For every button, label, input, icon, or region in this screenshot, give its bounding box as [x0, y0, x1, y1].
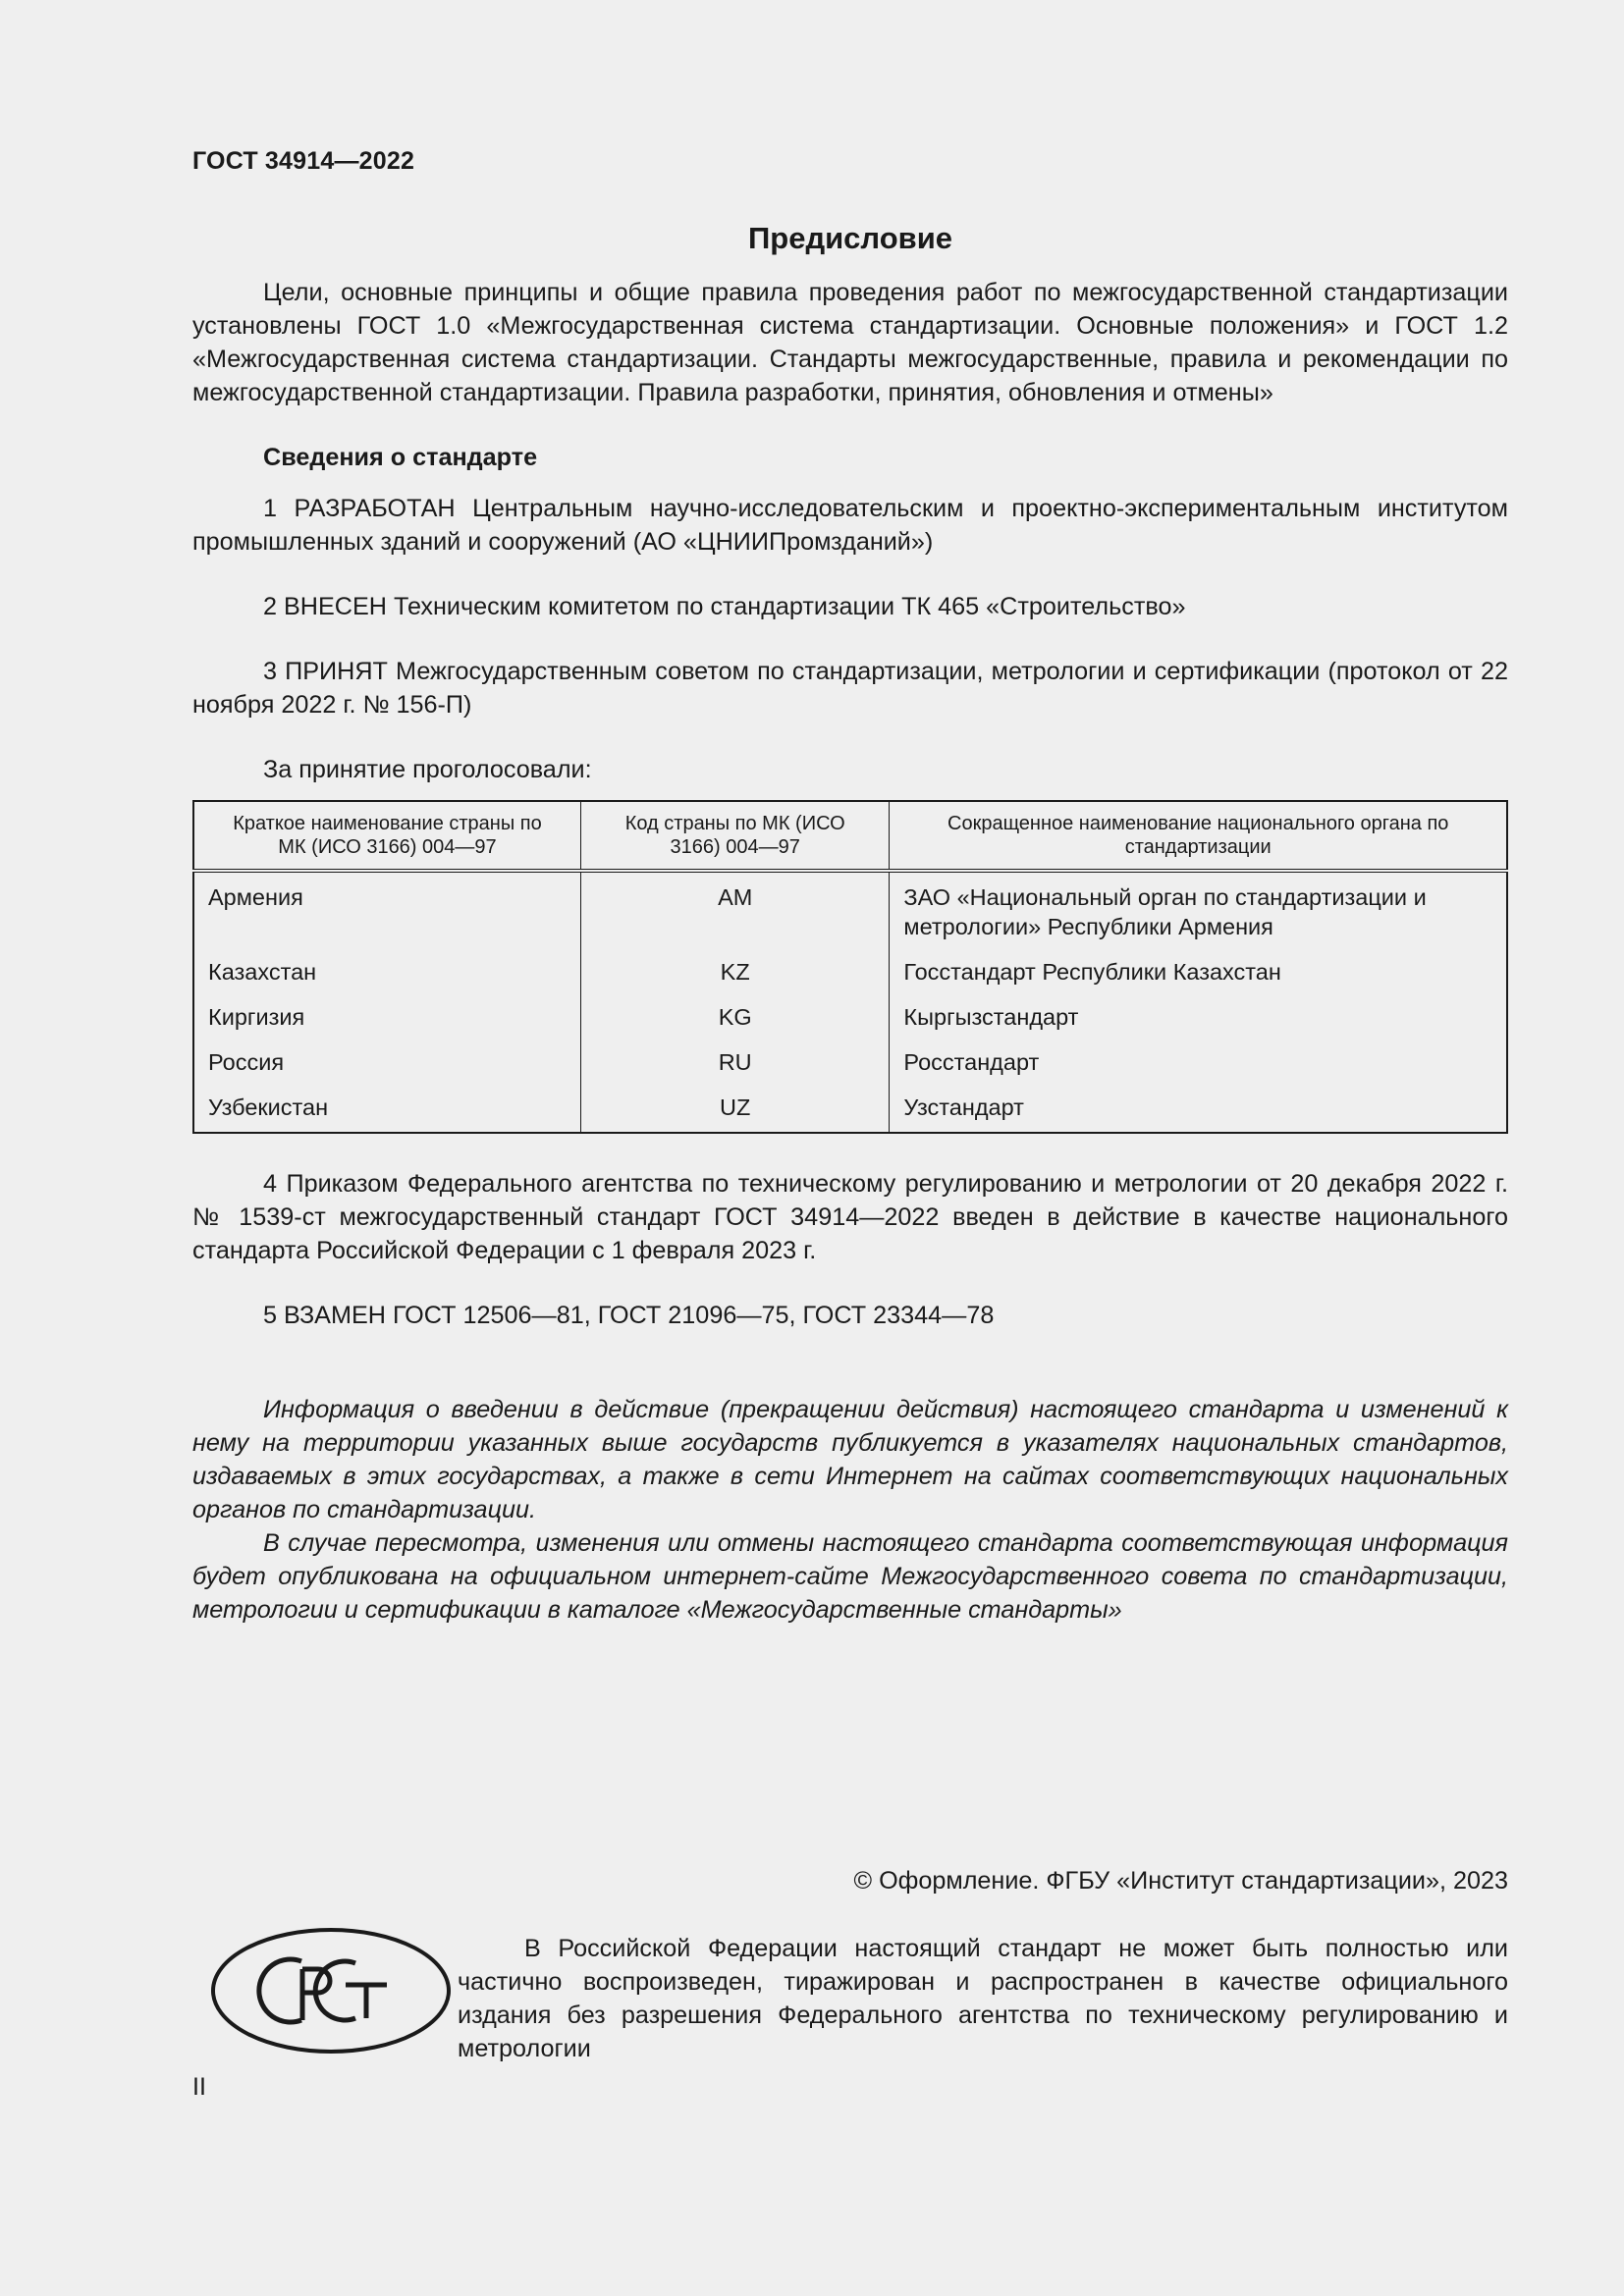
cell-body: Госстандарт Республики Казахстан — [890, 950, 1507, 995]
cell-code: UZ — [580, 1086, 889, 1133]
cell-body: Узстандарт — [890, 1086, 1507, 1133]
header-code: Код страны по МК (ИСО 3166) 004—97 — [580, 801, 889, 871]
notice-paragraph-2: В случае пересмотра, изменения или отмены настоящего стандарта соответствующая информация будет опубликована на официальном интернет-сайте Межгосударственного совета по стандартизации, метрологии и сертификации в каталоге «Межгосударственные стандарты» — [192, 1529, 1508, 1624]
cell-body: ЗАО «Национальный орган по стандартизации и метрологии» Республики Армения — [890, 871, 1507, 950]
cell-code: KZ — [580, 950, 889, 995]
cell-code: RU — [580, 1041, 889, 1086]
cell-code: AM — [580, 871, 889, 950]
voted-label: За принятие проголосовали: — [263, 756, 592, 783]
cell-country: Казахстан — [193, 950, 580, 995]
rst-certification-logo-icon — [208, 1924, 454, 2057]
member-states-table — [192, 800, 1508, 1134]
cell-country: Узбекистан — [193, 1086, 580, 1133]
table-row — [193, 950, 1507, 995]
rf-notice-text: В Российской Федерации настоящий стандарт не может быть полностью или частично воспроизведен, тиражирован и распространен в качестве официального издания без разрешения Федерального агентства по техническому регулированию и метрологии — [458, 1935, 1508, 2062]
page-number: II — [192, 2073, 206, 2101]
cell-body: Росстандарт — [890, 1041, 1507, 1086]
page-title: Предисловие — [747, 221, 952, 255]
item-5: 5 ВЗАМЕН ГОСТ 12506—81, ГОСТ 21096—75, ГОСТ 23344—78 — [263, 1302, 995, 1329]
table-header-row — [193, 801, 1507, 871]
table-row — [193, 1041, 1507, 1086]
item-1: 1 РАЗРАБОТАН Центральным научно-исследовательским и проектно-экспериментальным институтом промышленных зданий и сооружений (АО «ЦНИИПромзданий») — [192, 495, 1508, 556]
cell-country: Киргизия — [193, 995, 580, 1041]
item-3: 3 ПРИНЯТ Межгосударственным советом по стандартизации, метрологии и сертификации (протокол от 22 ноября 2022 г. № 156-П) — [192, 658, 1508, 719]
cell-country: Россия — [193, 1041, 580, 1086]
cell-country: Армения — [193, 871, 580, 950]
item-4: 4 Приказом Федерального агентства по техническому регулированию и метрологии от 20 декабря 2022 г. № 1539-ст межгосударственный стандарт ГОСТ 34914—2022 введен в действие в качестве национального стандарта Российской Федерации с 1 февраля 2023 г. — [192, 1170, 1508, 1264]
notice-block — [192, 1393, 1508, 1627]
header-country: Краткое наименование страны по МК (ИСО 3166) 004—97 — [193, 801, 580, 871]
header-body: Сокращенное наименование национального органа по стандартизации — [890, 801, 1507, 871]
document-id: ГОСТ 34914—2022 — [192, 147, 415, 175]
item-2: 2 ВНЕСЕН Техническим комитетом по стандартизации ТК 465 «Строительство» — [263, 593, 1186, 620]
copyright-line: © Оформление. ФГБУ «Институт стандартизации», 2023 — [853, 1867, 1508, 1895]
intro-paragraph: Цели, основные принципы и общие правила проведения работ по межгосударственной стандартизации установлены ГОСТ 1.0 «Межгосударственная система стандартизации. Основные положения» и ГОСТ 1.2 «Межгосударственная система стандартизации. Стандарты межгосударственные, правила и рекомендации по межгосударственной стандартизации. Правила разработки, принятия, обновления и отмены» — [192, 279, 1508, 406]
cell-code: KG — [580, 995, 889, 1041]
cell-body: Кыргызстандарт — [890, 995, 1507, 1041]
table-row — [193, 1086, 1507, 1133]
main-content — [192, 221, 1508, 1627]
section-heading: Сведения о стандарте — [263, 444, 538, 471]
table-row — [193, 871, 1507, 950]
notice-paragraph-1: Информация о введении в действие (прекращении действия) настоящего стандарта и изменений к нему на территории указанных выше государств публикуется в указателях национальных стандартов, издаваемых в этих государствах, а также в сети Интернет на сайтах соответствующих национальных органов по стандартизации. — [192, 1396, 1508, 1523]
table-row — [193, 995, 1507, 1041]
rf-reproduction-notice — [458, 1932, 1508, 2065]
